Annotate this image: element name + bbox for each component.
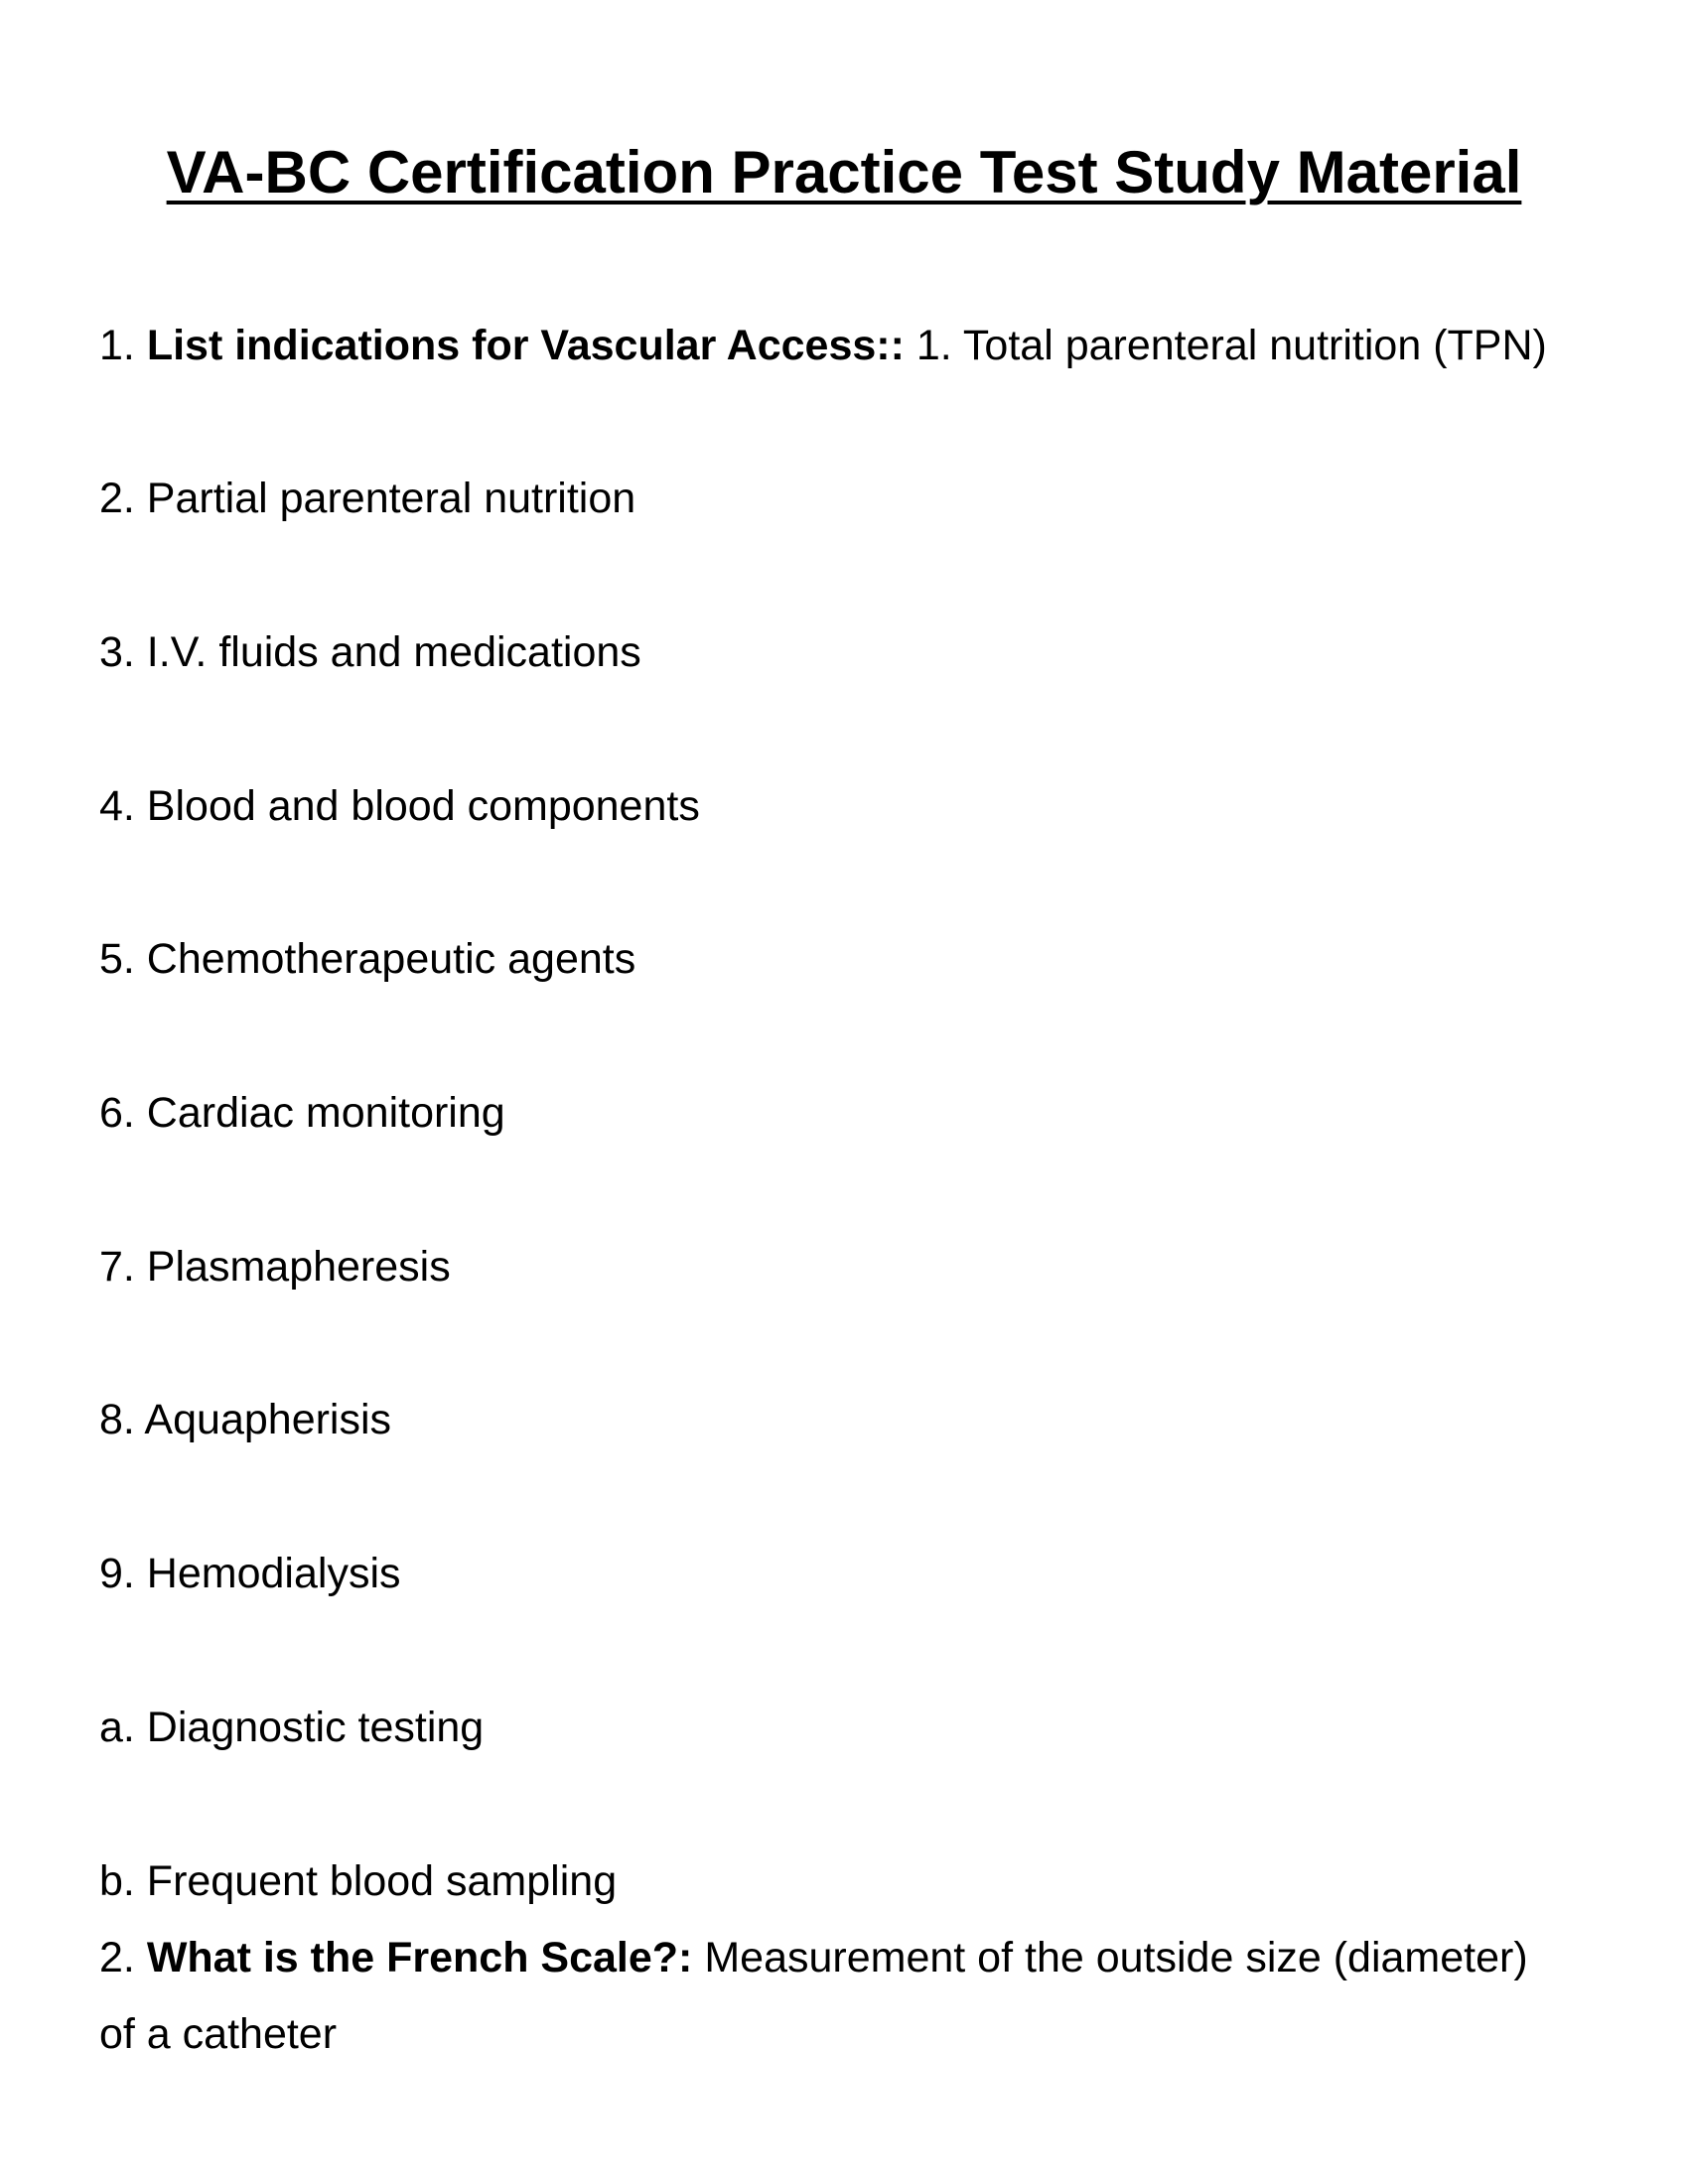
answer-text: 1. Total parenteral nutrition (TPN) [915, 322, 1547, 369]
answer-item: 9. Hemodialysis [99, 1550, 401, 1597]
page-title: VA-BC Certification Practice Test Study Material [166, 139, 1522, 205]
question-text: What is the French Scale?: [146, 1934, 693, 1981]
answer-continuation: of a catheter [99, 2010, 338, 2058]
question-2 [99, 1932, 1528, 1983]
answer-item: 7. Plasmapheresis [99, 1243, 451, 1291]
answer-item: 4. Blood and blood components [99, 782, 700, 830]
answer-item: 2. Partial parenteral nutrition [99, 475, 636, 522]
question-number: 1. [99, 322, 135, 369]
question-number: 2. [99, 1934, 135, 1981]
answer-text: Measurement of the outside size (diameter) [704, 1934, 1528, 1981]
answer-item: 3. I.V. fluids and medications [99, 628, 641, 676]
question-text: List indications for Vascular Access:: [146, 322, 905, 369]
answer-item: 8. Aquapherisis [99, 1396, 392, 1443]
answer-item: a. Diagnostic testing [99, 1704, 485, 1751]
question-1 [99, 320, 1547, 371]
answer-item: 6. Cardiac monitoring [99, 1089, 505, 1137]
answer-item: b. Frequent blood sampling [99, 1857, 618, 1905]
answer-item: 5. Chemotherapeutic agents [99, 935, 636, 983]
